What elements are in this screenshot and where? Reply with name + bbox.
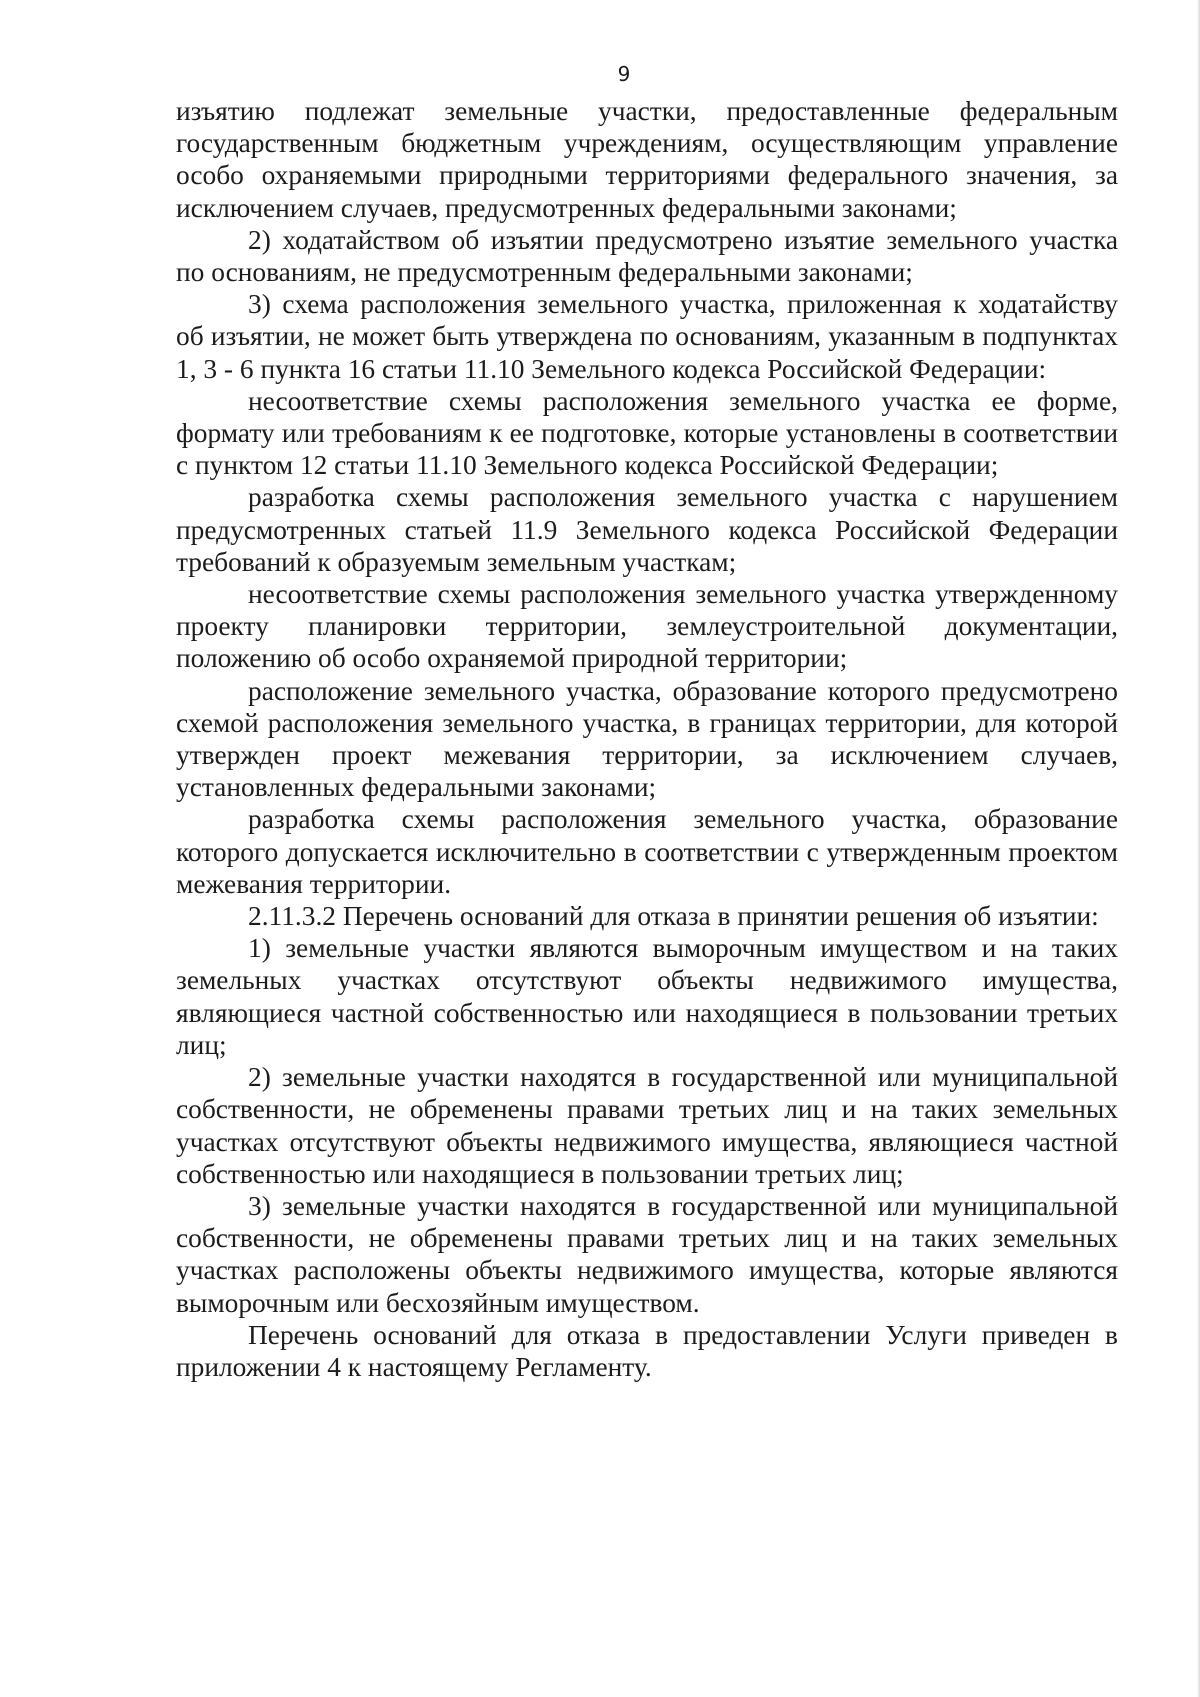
paragraph-subitem-violation: разработка схемы расположения земельного участка с нарушением предусмотренных статьей 11.9 Земельного кодекса Российской Федерации требований к образуемым земельным участкам; bbox=[176, 482, 1118, 577]
paragraph-section-2-11-3-2: 2.11.3.2 Перечень оснований для отказа в принятии решения об изъятии: bbox=[248, 901, 1099, 932]
document-body bbox=[176, 95, 1118, 1383]
paragraph-annex-reference: Перечень оснований для отказа в предоставлении Услуги приведен в приложении 4 к настоящему Регламенту. bbox=[176, 1319, 1118, 1382]
paragraph-subitem-form: несоответствие схемы расположения земельного участка ее форме, формату или требованиям к ее подготовке, которые установлены в соответствии с пунктом 12 статьи 11.10 Земельного кодекса Российской Федерации; bbox=[176, 385, 1118, 481]
page-number: 9 bbox=[617, 62, 631, 86]
paragraph-item-3: 3) схема расположения земельного участка, приложенная к ходатайству об изъятии, не может быть утверждена по основаниям, указанным в подпунктах 1, 3 - 6 пункта 16 статьи 11.10 Земельного кодекса Российской Федерации: bbox=[176, 289, 1118, 384]
paragraph-refusal-3: 3) земельные участки находятся в государственной или муниципальной собственности, не обременены правами третьих лиц и на таких земельных участках расположены объекты недвижимого имущества, которые являются выморочным или бесхозяйным имуществом. bbox=[176, 1190, 1118, 1318]
paragraph-refusal-2: 2) земельные участки находятся в государственной или муниципальной собственности, не обременены правами третьих лиц и на таких земельных участках отсутствуют объекты недвижимого имущества, являющиеся частной собственностью или находящиеся в пользовании третьих лиц; bbox=[176, 1062, 1118, 1189]
paragraph-subitem-location: расположение земельного участка, образование которого предусмотрено схемой расположения земельного участка, в границах территории, для которой утвержден проект межевания территории, за исключением случаев, установленных федеральными законами; bbox=[176, 675, 1118, 803]
paragraph-refusal-1: 1) земельные участки являются выморочным имуществом и на таких земельных участках отсутствуют объекты недвижимого имущества, являющиеся частной собственностью или находящиеся в пользовании третьих лиц; bbox=[176, 933, 1118, 1060]
paragraph-subitem-mismatch: несоответствие схемы расположения земельного участка утвержденному проекту планировки территории, землеустроительной документации, положению об особо охраняемой природной территории; bbox=[176, 579, 1118, 674]
paragraph-item-2: 2) ходатайством об изъятии предусмотрено изъятие земельного участка по основаниям, не предусмотренным федеральными законами; bbox=[176, 224, 1118, 288]
paragraph-subitem-survey: разработка схемы расположения земельного участка, образование которого допускается исключительно в соответствии с утвержденным проектом межевания территории. bbox=[176, 804, 1118, 899]
paragraph-continuation: изъятию подлежат земельные участки, предоставленные федеральным государственным бюджетным учреждениям, осуществляющим управление особо охраняемыми природными территориями федерального значения, за исключением случаев, предусмотренных федеральными законами; bbox=[176, 96, 1118, 223]
